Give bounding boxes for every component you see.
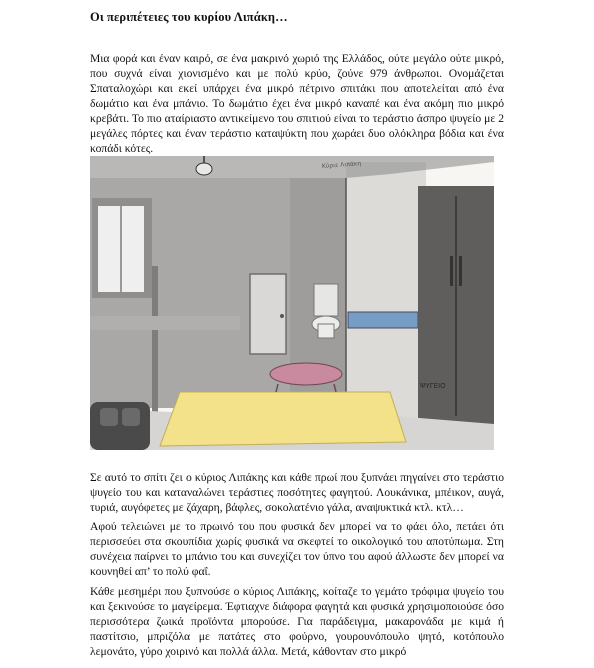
label-kyrie: Κύριε Λιπάκη [321,160,362,170]
bathroom-door [250,274,286,354]
yellow-rug [160,392,406,446]
label-psygeio: ΨΥΓΕΙΟ [420,382,446,390]
illustration-drawing [90,156,494,450]
toilet [314,284,338,316]
document-title: Οι περιπέτειες του κυρίου Λιπάκη… [90,10,288,24]
paragraph-2: Σε αυτό το σπίτι ζει ο κύριος Λιπάκης και κάθε πρωί που ξυπνάει πηγαίνει στο τεράστιο ψυγείο του και καταναλώνει τεράστιες ποσότητες φαγητού. Λουκάνικα, μπέικον, αυγά, τυριά, αυγόφετες με ζάχαρη, βάφλες, σοκολατένιο γάλα, αναψυκτικά κτλ. κτλ… [90,471,504,514]
armchair [90,402,150,450]
purple-bed [270,363,342,385]
ceiling-lamp [196,163,212,175]
paragraph-3: Αφού τελειώνει με το πρωινό του που φυσικά δεν μπορεί να το φάει όλο, πετάει ότι περισσεύει στα σκουπίδια χωρίς φυσικά να σκεφτεί το οικολογικό του αποτύπωμα. Στη συνέχεια παίρνει το μπάνιο του και συνεχίζει τον ύπνο του αφού άλλωστε δεν μπορεί να κουνηθεί απ’ το πολύ φαΐ. [90,520,504,578]
paragraph-1: Μια φορά και έναν καιρό, σε ένα μακρινό χωριό της Ελλάδος, ούτε μεγάλο ούτε μικρό, που συχνά είναι χιονισμένο και με πολύ κρύο, ζούνε 979 άνθρωποι. Ονομάζεται Σπαταλοχώρι και εκεί υπάρχει ένα μικρό πέτρινο σπιτάκι που αποτελείται από ένα δωμάτιο και ένα μπάνιο. Το δωμάτιο έχει ένα μικρό καναπέ και ένα ακόμη πιο μικρό κρεβάτι. Το πιο αταίριαστο αντικείμενο του σπιτιού είναι το τεράστιο άσπρο ψυγείο με 2 μεγάλες πόρτες και έναν τεράστιο καταψύκτη που χωράει δυο ολόκληρα βόδια και ένα κοπάδι κότες. [90,52,504,155]
paragraph-4: Κάθε μεσημέρι που ξυπνούσε ο κύριος Λιπάκης, κοίταζε το γεμάτο τρόφιμα ψυγείο του και ξεκινούσε το μαγείρεμα. Έφτιαχνε διάφορα φαγητά και φυσικά χρησιμοποιούσε όσο περισσότερα ζωικά προϊόντα μπορούσε. Για παράδειγμα, μακαρονάδα με κιμά ή παστίτσιο, μπριζόλα με πατάτες στο φούρνο, γουρουνόπουλο ψητό, κοτόπουλο λεμονάτο, γύρο χοιρινό και πολλά άλλα. Μετά, κάθονταν στο μικρό [90,585,504,658]
